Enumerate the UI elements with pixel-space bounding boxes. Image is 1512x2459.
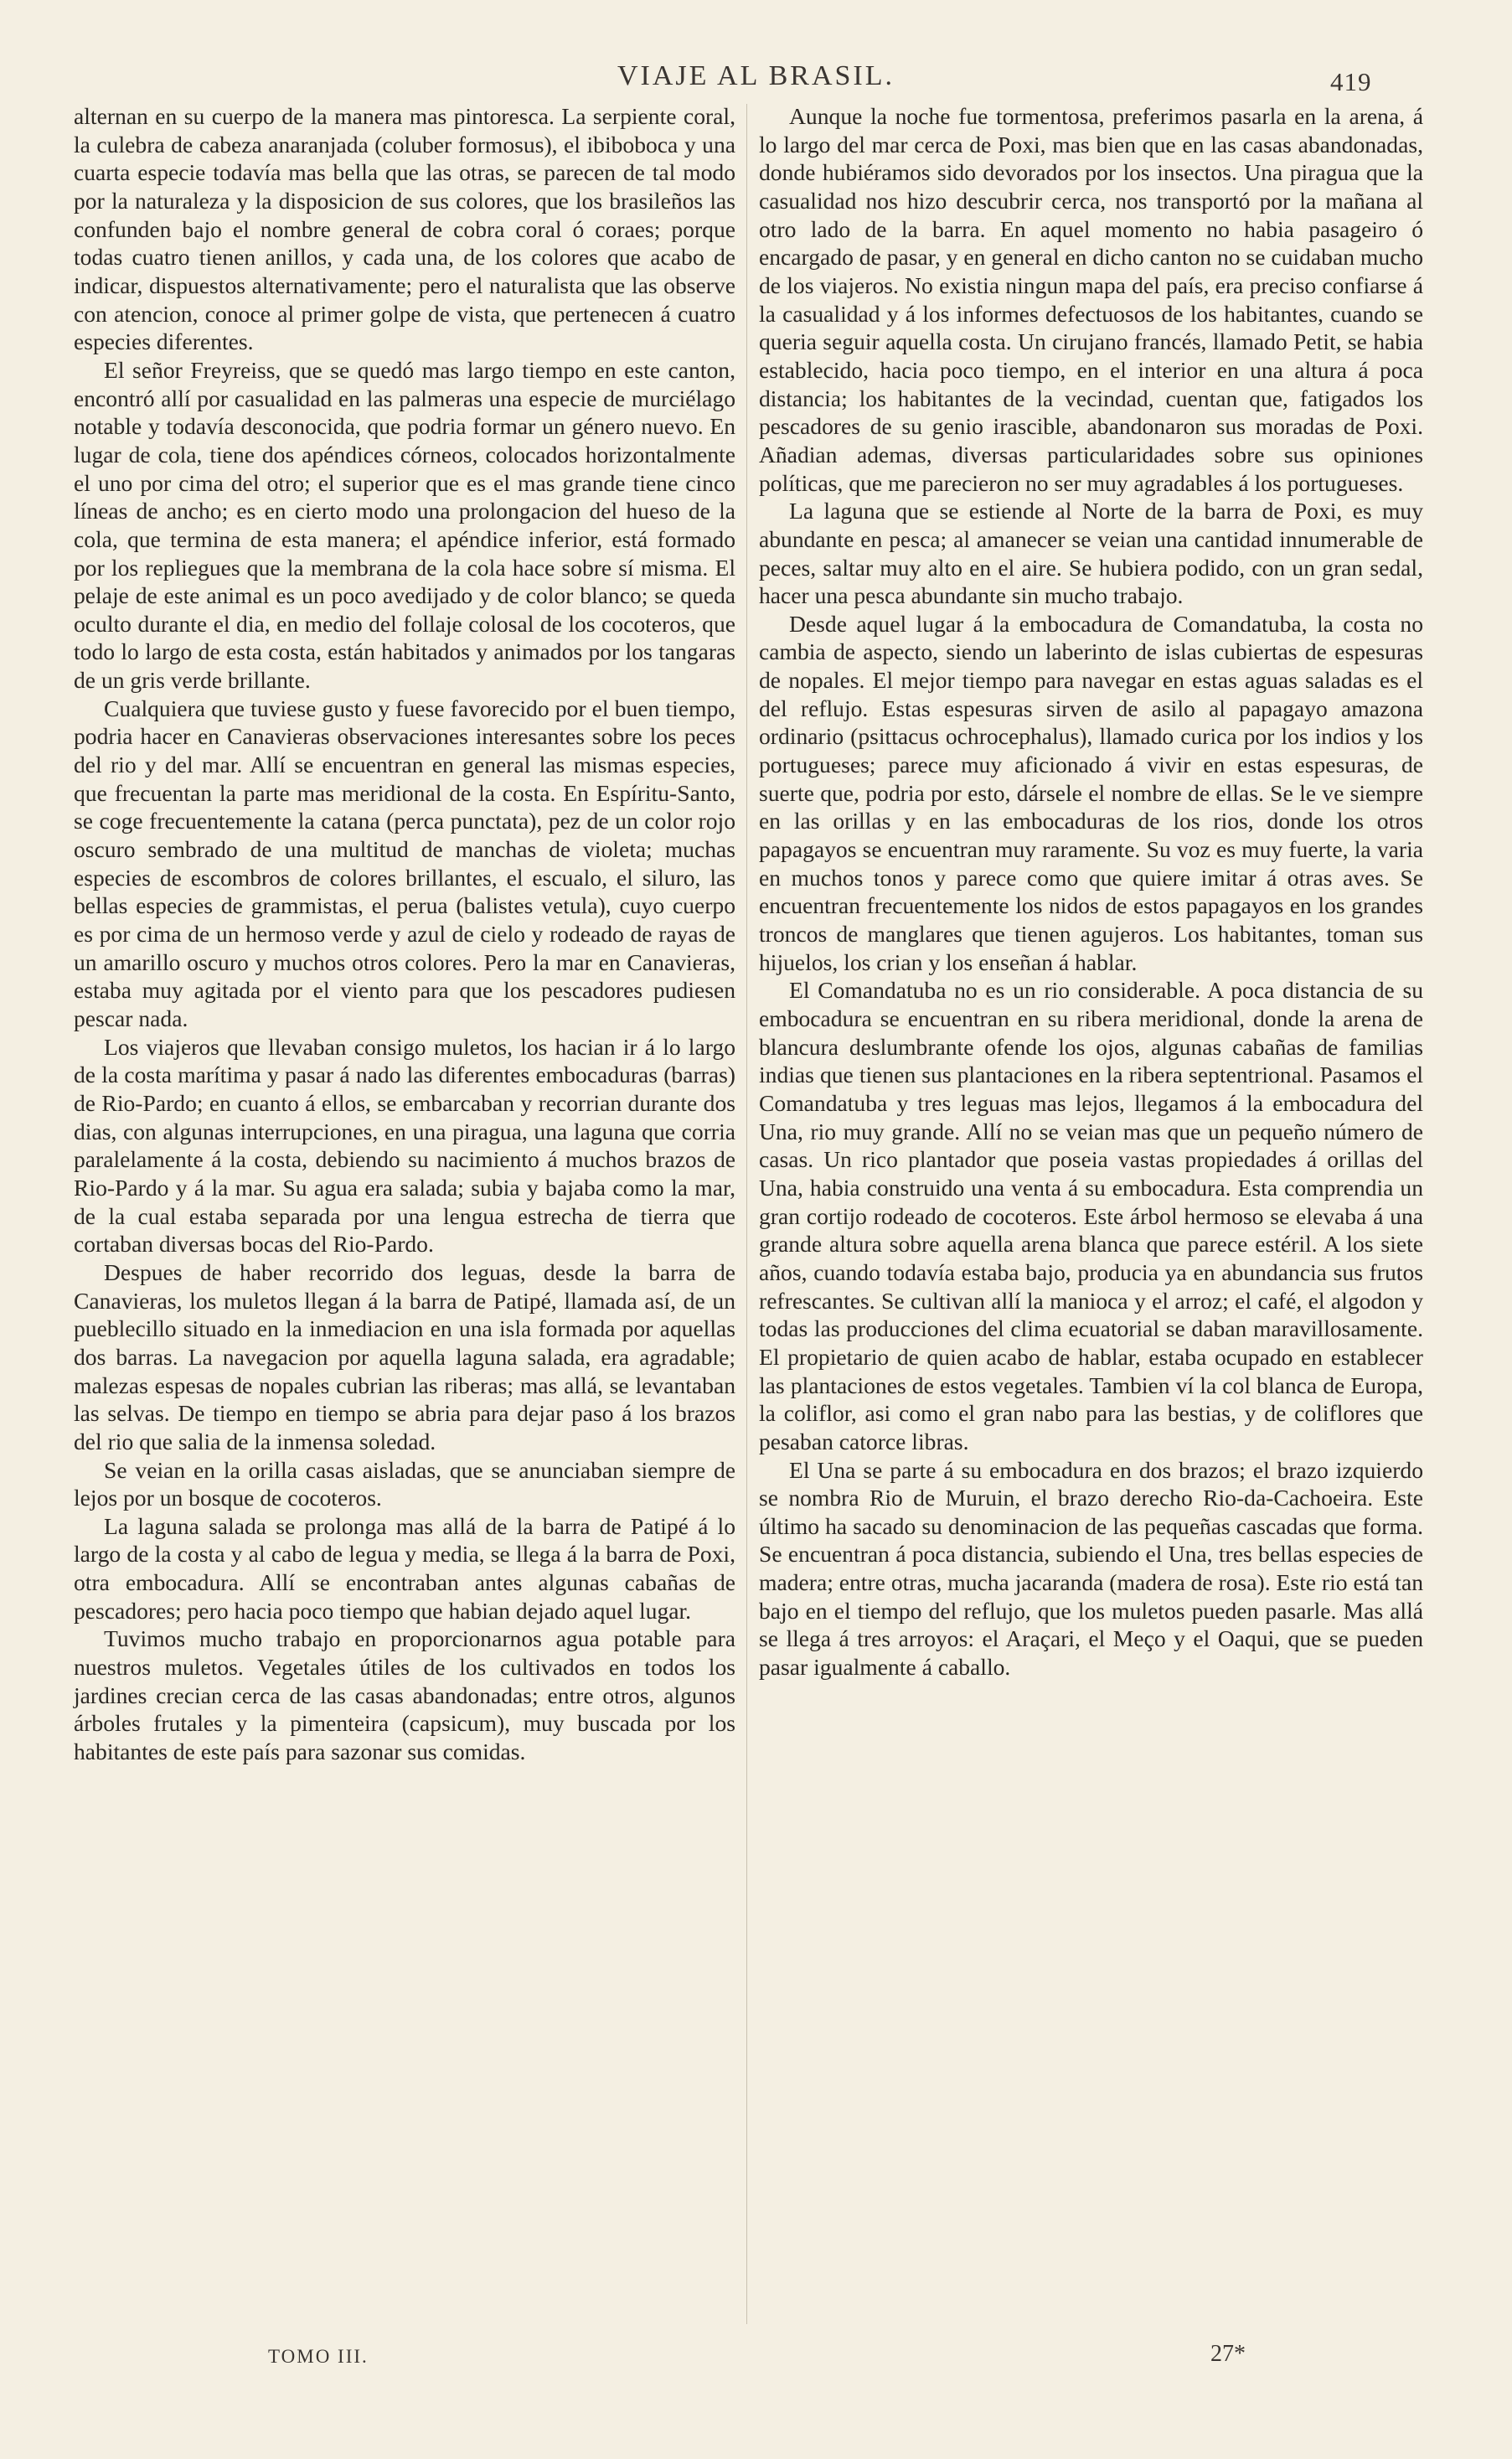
volume-label: TOMO III. <box>268 2346 369 2367</box>
paragraph-left-3: Cualquiera que tuviese gusto y fuese favorecido por el buen tiempo, podria hacer en Canavieras observaciones interesantes sobre los peces del rio y del mar. Allí se encuentran en general las mismas especies, que frecuentan la parte mas meridional de la costa. En Espíritu-Santo, se coge frecuentemente la catana (perca punctata), pez de un color rojo oscuro sembrado de una multitud de manchas de violeta; muchas especies de escombros de colores brillantes, el escualo, el siluro, las bellas especies de grammistas, el perua (balistes vetula), cuyo cuerpo es por cima de un hermoso verde y azul de cielo y rodeado de rayas de un amarillo oscuro y muchos otros colores. Pero la mar en Canavieras, estaba muy agitada por el viento para que los pescadores pudiesen pescar nada. <box>74 695 735 1031</box>
paragraph-left-8: Tuvimos mucho trabajo en proporcionarnos agua potable para nuestros muletos. Vegetales útiles de los cultivados en todos los jardines crecian cerca de las casas abandonadas; entre otros, algunos árboles frutales y la pimenteira (capsicum), muy buscada por los habitantes de este país para sazonar sus comidas. <box>74 1625 735 1765</box>
paragraph-right-3: Desde aquel lugar á la embocadura de Comandatuba, la costa no cambia de aspecto, siendo un laberinto de islas cubiertas de espesuras de nopales. El mejor tiempo para navegar en estas aguas saladas es el del reflujo. Estas espesuras sirven de asilo al papagayo amazona ordinario (psittacus ochrocephalus), llamado curica por los indios y los portugueses; parece muy aficionado á vivir en estas espesuras, de suerte que, podria por esto, dársele el nombre de ellas. Se le ve siempre en las orillas y en las embocaduras de los rios, donde los otros papagayos se encuentran muy raramente. Su voz es muy fuerte, la varia en muchos tonos y parece como que quiere imitar á otras aves. Se encuentran frecuentemente los nidos de estos papagayos en los grandes troncos de manglares que tienen agujeros. Los habitantes, toman sus hijuelos, los crian y los enseñan á hablar. <box>759 610 1423 975</box>
paragraph-left-6: Se veian en la orilla casas aisladas, que se anunciaban siempre de lejos por un bosque de cocoteros. <box>74 1456 735 1511</box>
left-column <box>74 102 735 1766</box>
column-divider <box>746 104 747 2324</box>
paragraph-left-5: Despues de haber recorrido dos leguas, desde la barra de Canavieras, los muletos llegan á la barra de Patipé, llamada así, de un pueblecillo situado en la inmediacion en una isla formada por aquellas dos barras. La navegacion por aquella laguna salada, era agradable; malezas espesas de nopales cubrian las riberas; mas allá, se levantaban las selvas. De tiempo en tiempo se abria para dejar paso á los brazos del rio que salia de la inmensa soledad. <box>74 1258 735 1454</box>
paragraph-right-4: El Comandatuba no es un rio considerable. A poca distancia de su embocadura se encuentran en su ribera meridional, donde la arena de blancura deslumbrante ofende los ojos, algunas cabañas de familias indias que tienen sus plantaciones en la ribera septentrional. Pasamos el Comandatuba y tres leguas mas lejos, llegamos á la embocadura del Una, rio muy grande. Allí no se veian mas que un pequeño número de casas. Un rico plantador que poseia vastas propiedades á orillas del Una, habia construido una venta á su embocadura. Esta comprendia un gran cortijo rodeado de cocoteros. Este árbol hermoso se elevaba á una grande altura sobre aquella arena blanca que parece estéril. A los siete años, cuando todavía estaba bajo, producia ya en abundancia sus frutos refrescantes. Se cultivan allí la manioca y el arroz; el café, el algodon y todas las producciones del clima ecuatorial se daban maravillosamente. El propietario de quien acabo de hablar, estaba ocupado en establecer las plantaciones de estos vegetales. Tambien ví la col blanca de Europa, la coliflor, asi como el gran nabo para las bestias, y de coliflores que pesaban catorce libras. <box>759 977 1423 1454</box>
right-column <box>759 102 1423 1682</box>
paragraph-left-1: alternan en su cuerpo de la manera mas pintoresca. La serpiente coral, la culebra de cabeza anaranjada (coluber formosus), el ibiboboca y una cuarta especie todavía mas bella que las otras, se parecen de tal modo por la naturaleza y la disposicion de sus colores, que los brasileños las confunden bajo el nombre general de cobra coral ó coraes; porque todas cuatro tienen anillos, y cada una, de los colores que acabo de indicar, dispuestos alternativamente; pero el naturalista que las observe con atencion, conoce al primer golpe de vista, que pertenecen á cuatro especies diferentes. <box>74 103 735 355</box>
paragraph-right-1: Aunque la noche fue tormentosa, preferimos pasarla en la arena, á lo largo del mar cerca de Poxi, mas bien que en las casas abandonadas, donde hubiéramos sido devorados por los insectos. Una piragua que la casualidad nos hizo descubrir cerca, nos transportó por la mañana al otro lado de la barra. En aquel momento no habia pasageiro ó encargado de pasar, y en general en dicho canton no se cuidaban mucho de los viajeros. No existia ningun mapa del país, era preciso confiarse á la casualidad y á los informes defectuosos de los habitantes, cuando se queria seguir aquella costa. Un cirujano francés, llamado Petit, se habia establecido, hacia poco tiempo, en el interior en una altura á poca distancia; los habitantes de la vecindad, cuentan que, fatigados los pescadores de su genio irascible, abandonaron sus moradas de Poxi. Añadian ademas, diversas particularidades sobre sus opiniones políticas, que me parecieron no ser muy agradables á los portugueses. <box>759 103 1423 496</box>
paragraph-left-4: Los viajeros que llevaban consigo muletos, los hacian ir á lo largo de la costa marítima y pasar á nado las diferentes embocaduras (barras) de Rio-Pardo; en cuanto á ellos, se embarcaban y recorrian durante dos dias, con algunas interrupciones, en una piragua, una laguna que corria paralelamente á la costa, debiendo su nacimiento á muchos brazos de Rio-Pardo y á la mar. Su agua era salada; subia y bajaba como la mar, de la cual estaba separada por una lengua estrecha de tierra que cortaban diversas bocas del Rio-Pardo. <box>74 1033 735 1258</box>
paragraph-right-5: El Una se parte á su embocadura en dos brazos; el brazo izquierdo se nombra Rio de Muruin, el brazo derecho Rio-da-Cachoeira. Este último ha sacado su denominacion de las pequeñas cascadas que forma. Se encuentran á poca distancia, subiendo el Una, tres bellas especies de madera; entre otras, mucha jacaranda (madera de rosa). Este rio está tan bajo en el tiempo del reflujo, que los muletos pueden pasarle. Mas allá se llega á tres arroyos: el Araçari, el Meço y el Oaqui, que se pueden pasar igualmente á caballo. <box>759 1456 1423 1681</box>
page-number: 419 <box>1330 67 1372 96</box>
running-title: VIAJE AL BRASIL. <box>617 60 895 91</box>
paragraph-left-2: El señor Freyreiss, que se quedó mas largo tiempo en este canton, encontró allí por casualidad en las palmeras una especie de murciélago notable y todavía desconocida, que podria formar un género nuevo. En lugar de cola, tiene dos apéndices córneos, colocados horizontalmente el uno por cima del otro; el superior que es el mas grande tiene cinco líneas de ancho; es en cierto modo una prolongacion del hueso de la cola, que termina de esta manera; el apéndice inferior, está formado por los repliegues que la membrana de la cola hace sobre sí misma. El pelaje de este animal es un poco avedijado y de color blanco; se queda oculto durante el dia, en medio del follaje colosal de los cocoteros, que todo lo largo de esta costa, están habitados y animados por los tangaras de un gris verde brillante. <box>74 356 735 694</box>
paragraph-left-7: La laguna salada se prolonga mas allá de la barra de Patipé á lo largo de la costa y al cabo de legua y media, se llega á la barra de Poxi, otra embocadura. Allí se encontraban antes algunas cabañas de pescadores; pero hacia poco tiempo que habian dejado aquel lugar. <box>74 1512 735 1624</box>
paragraph-right-2: La laguna que se estiende al Norte de la barra de Poxi, es muy abundante en pesca; al amanecer se veian una cantidad innumerable de peces, saltar muy alto en el aire. Se hubiera podido, con un gran sedal, hacer una pesca abundante sin mucho trabajo. <box>759 498 1423 609</box>
signature-mark: 27* <box>1210 2341 1246 2367</box>
